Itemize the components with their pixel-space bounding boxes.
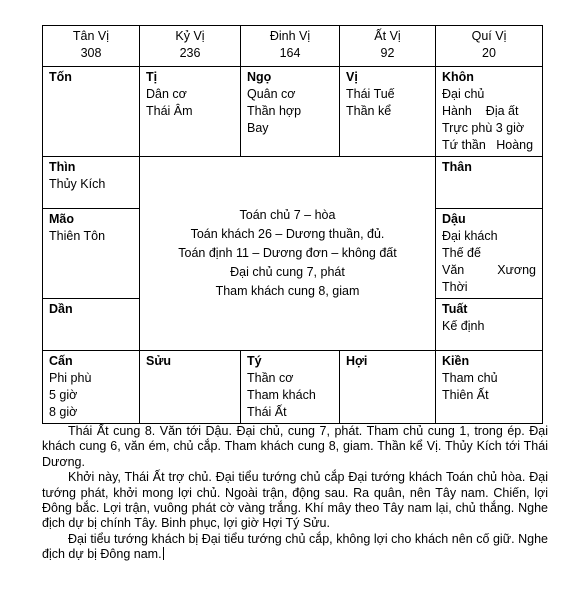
cell-dau: Dậu Đại khách Thế đế Văn Xương Thời (436, 209, 543, 299)
header-cell: Ất Vị 92 (340, 26, 436, 67)
cell-khon: Khôn Đại chủ Hành Địa ất Trực phù 3 giờ Tứ thần Hoàng (436, 67, 543, 157)
cell-hoi: Hợi (340, 351, 436, 424)
cell-ton: Tốn (43, 67, 140, 157)
header-cell: Đinh Vị 164 (241, 26, 340, 67)
cell-ty: Tý Thần cơ Tham khách Thái Ất (241, 351, 340, 424)
row-bottom (43, 351, 543, 424)
palace-grid (42, 25, 543, 424)
header-cell: Quí Vị 20 (436, 26, 543, 67)
cell-tuat: Tuất Kế định (436, 299, 543, 351)
cell-suu: Sửu (140, 351, 241, 424)
paragraph: Khởi này, Thái Ất trợ chủ. Đại tiểu tướng chủ cắp Đại tướng khách Toán chủ hòa. Đại tướng phát, khởi mong lợi chủ. Ngoài trận, động sau. Ra quân, nên Tây nam. Chiến, lợi Đông bắc. Lợi trận, vuông phát cờ vàng trắng. Khí mây theo Tây nam lại, chủ thắng. Nghe địch dự bị chính Tây. Binh phục, lợi giờ Hợi Tý Sửu. (42, 470, 548, 531)
cell-vi: Vị Thái Tuế Thần kể (340, 67, 436, 157)
row-top (43, 67, 543, 157)
paragraph: Đại tiểu tướng khách bị Đại tiểu tướng chủ cắp, không lợi cho khách nên cố giữ. Nghe địch dự bị Đông nam. (42, 531, 548, 562)
header-cell: Tân Vị 308 (43, 26, 140, 67)
header-row (43, 26, 543, 67)
header-cell: Kỷ Vị 236 (140, 26, 241, 67)
row-mid-1 (43, 157, 543, 209)
paragraph: Thái Ất cung 8. Văn tới Dậu. Đại chủ, cung 7, phát. Tham chủ cung 1, trong ép. Đại khách cung 6, văn ém, chủ cắp. Tham khách cung 8, giam. Thần kể Vị. Thủy Kích tới Thái Dương. (42, 424, 548, 469)
center-summary: Toán chủ 7 – hòa Toán khách 26 – Dương thuần, đủ. Toán định 11 – Dương đơn – không đất Đại chủ cung 7, phát Tham khách cung 8, giam (140, 157, 436, 351)
body-text[interactable] (42, 424, 548, 563)
text-cursor (163, 547, 164, 560)
cell-than: Thân (436, 157, 543, 209)
cell-mao: Mão Thiên Tôn (43, 209, 140, 299)
cell-ngo: Ngọ Quân cơ Thần hợp Bay (241, 67, 340, 157)
cell-dan: Dần (43, 299, 140, 351)
cell-ti: Tị Dân cơ Thái Âm (140, 67, 241, 157)
cell-kien: Kiền Tham chủ Thiên Ất (436, 351, 543, 424)
cell-thin: Thìn Thủy Kích (43, 157, 140, 209)
cell-can: Cấn Phi phù 5 giờ 8 giờ (43, 351, 140, 424)
